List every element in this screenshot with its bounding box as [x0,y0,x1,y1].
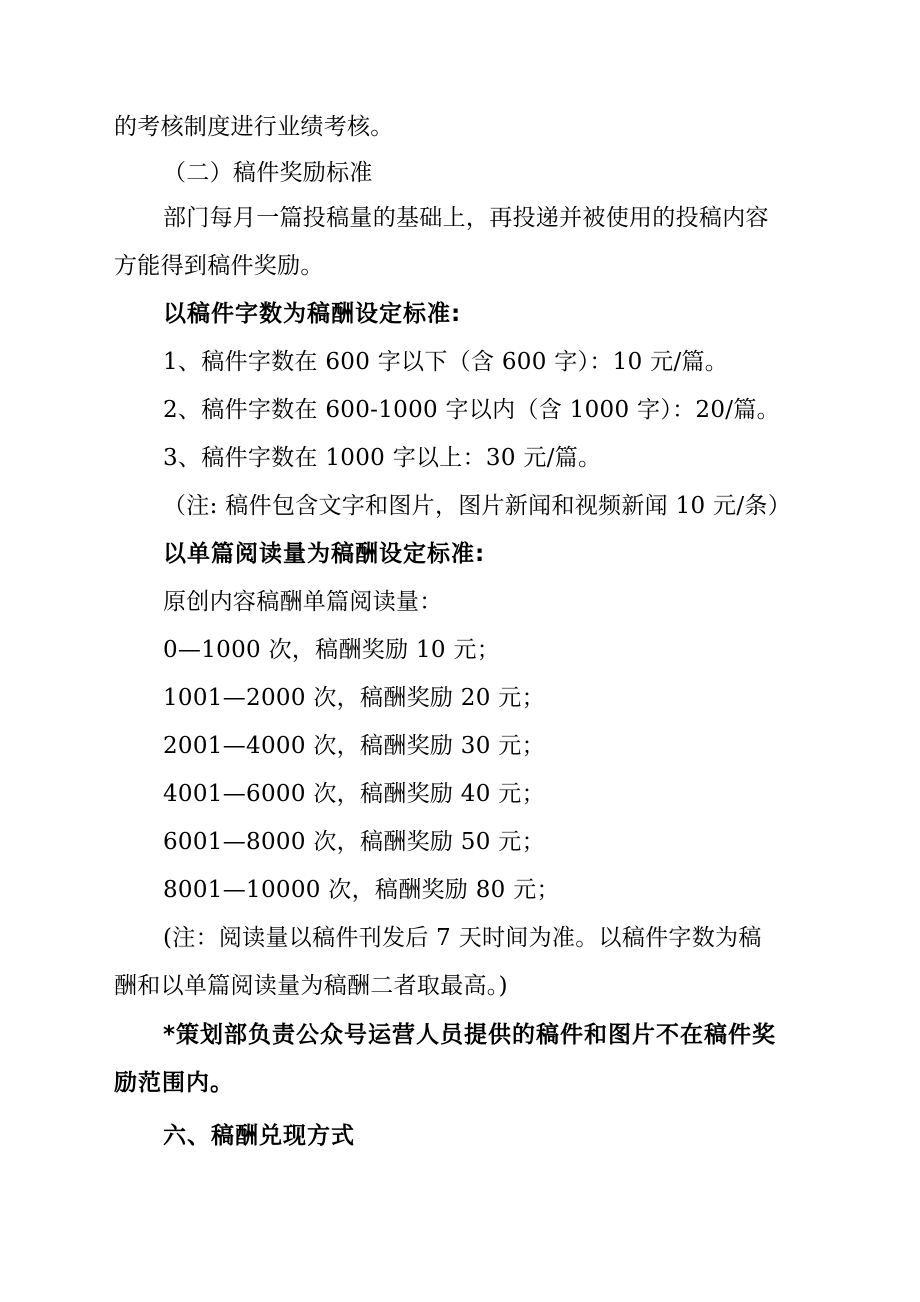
list-item: 3、稿件字数在 1000 字以上：30 元/篇。 [163,445,602,471]
note-line: (注：阅读量以稿件刊发后 7 天时间为准。以稿件字数为稿 [163,925,762,951]
emphasis-line: *策划部负责公众号运营人员提供的稿件和图片不在稿件奖 [163,1022,777,1048]
list-item: 4001—6000 次，稿酬奖励 40 元； [163,781,545,807]
list-item: 1、稿件字数在 600 字以下（含 600 字）：10 元/篇。 [163,349,729,375]
paragraph-line: 部门每月一篇投稿量的基础上，再投递并被使用的投稿内容 [163,205,769,231]
list-item: 0—1000 次，稿酬奖励 10 元； [163,637,501,663]
paragraph-line: 方能得到稿件奖励。 [114,253,324,279]
emphasis-line: 励范围内。 [114,1070,234,1096]
note-line: （注: 稿件包含文字和图片，图片新闻和视频新闻 10 元/条） [163,493,791,519]
heading-word-count-standard: 以稿件字数为稿酬设定标准: [163,301,462,327]
text-line-continuation: 的考核制度进行业绩考核。 [114,114,394,140]
list-item: 2、稿件字数在 600-1000 字以内（含 1000 字）：20/篇。 [163,397,780,423]
subheading-award-standard: （二）稿件奖励标准 [163,160,373,186]
text-line: 原创内容稿酬单篇阅读量： [163,589,443,615]
section-heading: 六、稿酬兑现方式 [163,1123,355,1149]
list-item: 1001—2000 次，稿酬奖励 20 元； [163,685,545,711]
heading-read-count-standard: 以单篇阅读量为稿酬设定标准: [163,541,486,567]
note-line: 酬和以单篇阅读量为稿酬二者取最高。) [114,973,508,999]
list-item: 2001—4000 次，稿酬奖励 30 元； [163,733,545,759]
list-item: 6001—8000 次，稿酬奖励 50 元； [163,829,545,855]
list-item: 8001—10000 次，稿酬奖励 80 元； [163,877,560,903]
